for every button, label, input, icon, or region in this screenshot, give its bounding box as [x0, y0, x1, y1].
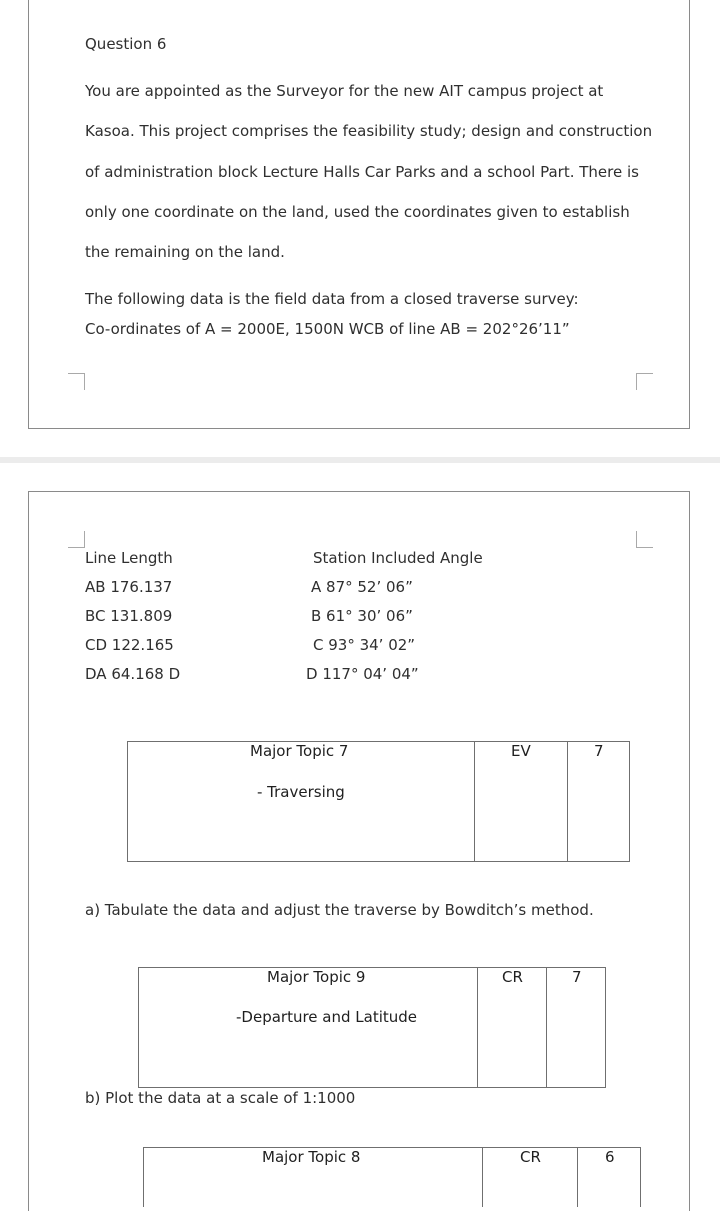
- column-divider: [482, 1148, 483, 1207]
- task-a: a) Tabulate the data and adjust the traverse by Bowditch’s method.: [85, 901, 594, 919]
- column-divider: [546, 968, 547, 1087]
- topic-code: CR: [502, 968, 523, 986]
- topic-subtitle: - Traversing: [257, 783, 345, 801]
- topic-title: Major Topic 8: [262, 1148, 361, 1166]
- line-length-row: DA 64.168 D: [85, 665, 181, 683]
- line-length-row: CD 122.165: [85, 636, 174, 654]
- topic-title: Major Topic 9: [267, 968, 366, 986]
- paragraph-line-1: You are appointed as the Surveyor for the new AIT campus project at: [85, 82, 604, 100]
- coordinates-line: Co-ordinates of A = 2000E, 1500N WCB of line AB = 202°26’11”: [85, 320, 570, 338]
- question-title: Question 6: [85, 35, 167, 53]
- crop-mark-top-right: [636, 531, 653, 548]
- column-divider: [567, 742, 568, 861]
- data-intro: The following data is the field data from a closed traverse survey:: [85, 290, 579, 308]
- column-divider: [474, 742, 475, 861]
- column-divider: [477, 968, 478, 1087]
- column-divider: [577, 1148, 578, 1207]
- page-gap: [0, 457, 720, 463]
- station-angle-row: B 61° 30’ 06”: [311, 607, 413, 625]
- crop-mark-top-left: [68, 531, 85, 548]
- topic-code: EV: [511, 742, 531, 760]
- topic-box-traversing: [127, 741, 630, 862]
- topic-code: CR: [520, 1148, 541, 1166]
- station-angle-header: Station Included Angle: [313, 549, 483, 567]
- crop-mark-bottom-left: [68, 373, 85, 390]
- topic-box-major-8: [143, 1147, 641, 1207]
- topic-marks: 6: [605, 1148, 615, 1166]
- topic-title: Major Topic 7: [250, 742, 349, 760]
- paragraph-line-2: Kasoa. This project comprises the feasibility study; design and construction: [85, 122, 653, 140]
- topic-marks: 7: [594, 742, 604, 760]
- station-angle-row: D 117° 04’ 04”: [306, 665, 419, 683]
- task-b: b) Plot the data at a scale of 1:1000: [85, 1089, 356, 1107]
- crop-mark-bottom-right: [636, 373, 653, 390]
- line-length-header: Line Length: [85, 549, 173, 567]
- paragraph-line-5: the remaining on the land.: [85, 243, 285, 261]
- paragraph-line-4: only one coordinate on the land, used the coordinates given to establish: [85, 203, 630, 221]
- line-length-row: BC 131.809: [85, 607, 173, 625]
- station-angle-row: C 93° 34’ 02”: [313, 636, 416, 654]
- station-angle-row: A 87° 52’ 06”: [311, 578, 413, 596]
- line-length-row: AB 176.137: [85, 578, 173, 596]
- paragraph-line-3: of administration block Lecture Halls Car Parks and a school Part. There is: [85, 163, 639, 181]
- topic-box-departure-latitude: [138, 967, 606, 1088]
- topic-subtitle: -Departure and Latitude: [236, 1008, 418, 1026]
- topic-marks: 7: [572, 968, 582, 986]
